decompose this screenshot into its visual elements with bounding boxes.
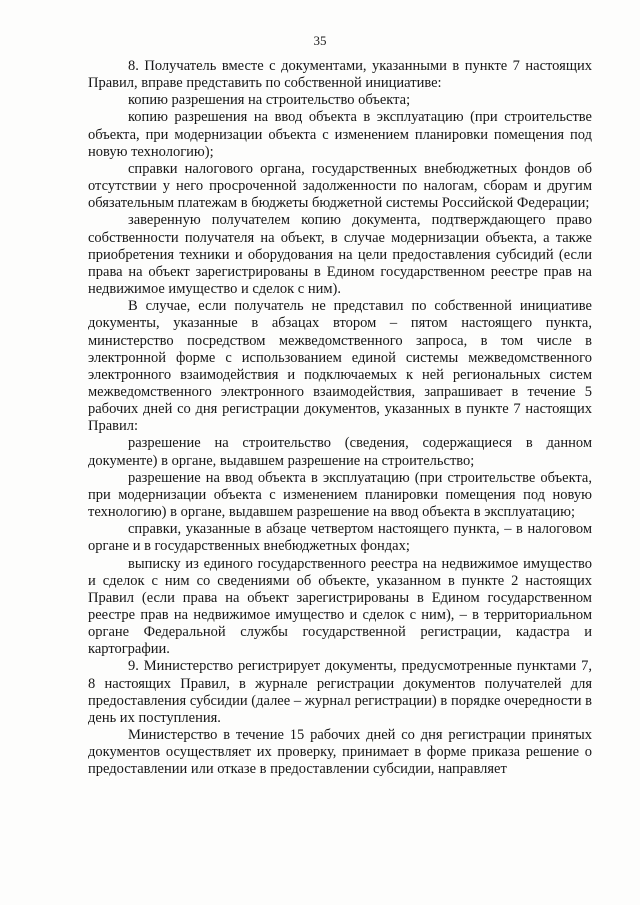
paragraph-request-construction-permit: разрешение на строительство (сведения, содержащиеся в данном документе) в органе, выдавшем разрешение на строительство;	[88, 435, 592, 469]
paragraph-ministry-review: Министерство в течение 15 рабочих дней со дня регистрации принятых документов осуществляет их проверку, принимает в форме приказа решение о предоставлении или отказе в предоставлении субсидии, направляет	[88, 727, 592, 778]
paragraph-ownership-document: заверенную получателем копию документа, подтверждающего право собственности получателя на объект, в случае модернизации объекта, а также приобретения техники и оборудования на цели предоставления субсидий (если права на объект зарегистрированы в Едином государственном реестре прав на недвижимое имущество и сделок с ним).	[88, 212, 592, 298]
paragraph-request-certificates: справки, указанные в абзаце четвертом настоящего пункта, – в налоговом органе и в государственных внебюджетных фондах;	[88, 521, 592, 555]
paragraph-interagency-request: В случае, если получатель не представил по собственной инициативе документы, указанные в абзацах втором – пятом настоящего пункта, министерство посредством межведомственного запроса, в том числе в электронной форме с использованием единой системы межведомственного электронного взаимодействия и подключаемых к ней региональных систем межведомственного электронного взаимодействия, запрашивает в течение 5 рабочих дней со дня регистрации документов, указанных в пункте 7 настоящих Правил:	[88, 298, 592, 435]
paragraph-request-registry-extract: выписку из единого государственного реестра на недвижимое имущество и сделок с ним со сведениями об объекте, указанном в пункте 2 настоящих Правил (если права на объект зарегистрированы в Едином государственном реестре прав на недвижимое имущество и сделок с ним), – в территориальном органе Федеральной службы государственной регистрации, кадастра и картографии.	[88, 555, 592, 658]
paragraph-construction-permit: копию разрешения на строительство объекта;	[128, 92, 411, 109]
paragraph-request-commissioning-permit: разрешение на ввод объекта в эксплуатацию (при строительстве объекта, при модернизации объекта с изменением планировки помещения под новую технологию) в органе, выдавшем разрешение на ввод объекта в эксплуатацию;	[88, 469, 592, 521]
paragraph-tax-certificates: справки налогового органа, государственных внебюджетных фондов об отсутствии у него просроченной задолженности по налогам, сборам и другим обязательным платежам в бюджеты бюджетной системы Российской Федерации;	[88, 160, 592, 212]
body-text	[88, 58, 592, 779]
page-number: 35	[313, 33, 327, 48]
paragraph-commissioning-permit: копию разрешения на ввод объекта в эксплуатацию (при строительстве объекта, при модернизации объекта с изменением планировки помещения под новую технологию);	[88, 109, 592, 160]
paragraph-item-9: 9. Министерство регистрирует документы, предусмотренные пунктами 7, 8 настоящих Правил, в журнале регистрации документов получателей для предоставления субсидии (далее – журнал регистрации) в порядке очередности в день их поступления.	[88, 658, 592, 726]
paragraph-item-8: 8. Получатель вместе с документами, указанными в пункте 7 настоящих Правил, вправе представить по собственной инициативе:	[88, 58, 592, 92]
